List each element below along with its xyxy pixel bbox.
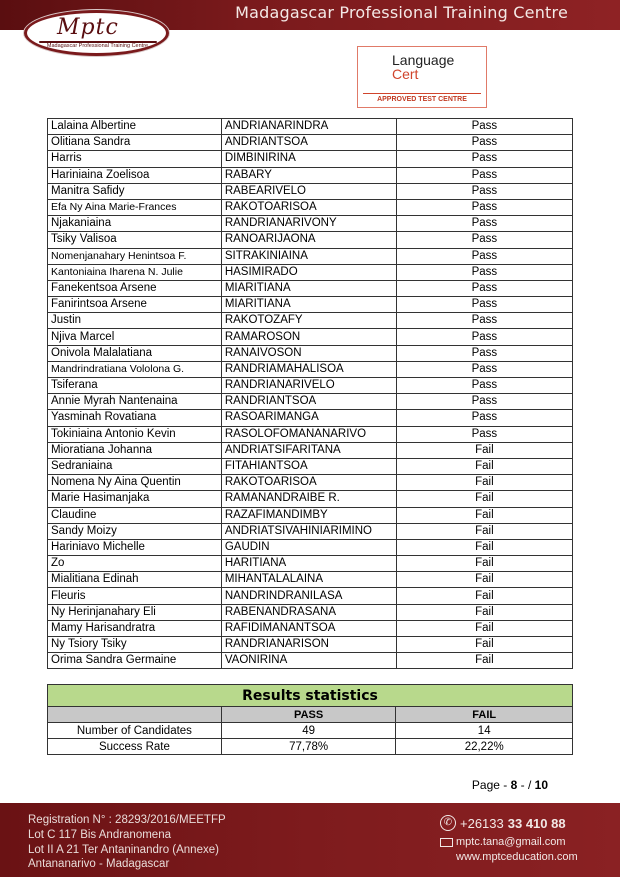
table-row	[48, 232, 573, 248]
result-cell: Fail	[396, 491, 572, 507]
first-name-cell: Onivola Malalatiana	[48, 345, 222, 361]
table-row	[48, 556, 573, 572]
stats-fail-value: 14	[396, 723, 573, 739]
table-row	[48, 361, 573, 377]
table-row	[48, 572, 573, 588]
last-name-cell: RANDRIANARIVELO	[221, 378, 396, 394]
first-name-cell: Ny Herinjanahary Eli	[48, 604, 222, 620]
languagecert-badge	[357, 46, 487, 108]
website: www.mptceducation.com	[456, 851, 578, 863]
last-name-cell: SITRAKINIAINA	[221, 248, 396, 264]
footer-address-block	[28, 813, 226, 872]
result-cell: Pass	[396, 135, 572, 151]
first-name-cell: Justin	[48, 313, 222, 329]
page-prefix: Page -	[471, 778, 508, 792]
first-name-cell: Fanirintsoa Arsene	[48, 297, 222, 313]
first-name-cell: Yasminah Rovatiana	[48, 410, 222, 426]
first-name-cell: Njiva Marcel	[48, 329, 222, 345]
stats-title-row	[48, 685, 573, 707]
table-row	[48, 523, 573, 539]
footer-contact-block	[440, 815, 578, 863]
first-name-cell: Orima Sandra Germaine	[48, 653, 222, 669]
first-name-cell: Nomena Ny Aina Quentin	[48, 475, 222, 491]
stats-row	[48, 739, 573, 755]
result-cell: Pass	[396, 232, 572, 248]
first-name-cell: Tsiky Valisoa	[48, 232, 222, 248]
result-cell: Pass	[396, 264, 572, 280]
mail-icon	[440, 838, 453, 847]
first-name-cell: Sandy Moizy	[48, 523, 222, 539]
result-cell: Pass	[396, 167, 572, 183]
logo-subtitle: Madagascar Professional Training Centre	[46, 43, 149, 49]
table-row	[48, 394, 573, 410]
result-cell: Fail	[396, 556, 572, 572]
first-name-cell: Mandrindratiana Vololona G.	[48, 361, 222, 377]
first-name-cell: Fleuris	[48, 588, 222, 604]
last-name-cell: RANAIVOSON	[221, 345, 396, 361]
mptc-logo	[24, 10, 169, 56]
result-cell: Pass	[396, 378, 572, 394]
stats-fail-value: 22,22%	[396, 739, 573, 755]
stats-pass-value: 77,78%	[221, 739, 396, 755]
table-row	[48, 264, 573, 280]
first-name-cell: Njakaniaina	[48, 216, 222, 232]
stats-label: Number of Candidates	[48, 723, 222, 739]
last-name-cell: RANOARIJAONA	[221, 232, 396, 248]
last-name-cell: ANDRIATSIFARITANA	[221, 442, 396, 458]
results-table	[47, 118, 573, 669]
first-name-cell: Tokiniaina Antonio Kevin	[48, 426, 222, 442]
table-row	[48, 588, 573, 604]
page-number	[472, 778, 548, 792]
first-name-cell: Hariniavo Michelle	[48, 539, 222, 555]
table-row	[48, 280, 573, 296]
badge-cert: Cert	[392, 66, 419, 82]
table-row	[48, 183, 573, 199]
table-row	[48, 216, 573, 232]
first-name-cell: Mialitiana Edinah	[48, 572, 222, 588]
stats-title: Results statistics	[48, 685, 573, 707]
logo-script: Mptc	[57, 15, 119, 40]
registration-number: Registration N° : 28293/2016/MEETFP	[28, 814, 226, 826]
result-cell: Fail	[396, 523, 572, 539]
result-cell: Pass	[396, 119, 572, 135]
stats-row	[48, 723, 573, 739]
email	[440, 836, 578, 848]
first-name-cell: Fanekentsoa Arsene	[48, 280, 222, 296]
first-name-cell: Olitiana Sandra	[48, 135, 222, 151]
result-cell: Fail	[396, 507, 572, 523]
table-row	[48, 248, 573, 264]
first-name-cell: Ny Tsiory Tsiky	[48, 637, 222, 653]
first-name-cell: Tsiferana	[48, 378, 222, 394]
result-cell: Fail	[396, 637, 572, 653]
stats-pass-value: 49	[221, 723, 396, 739]
result-cell: Pass	[396, 345, 572, 361]
last-name-cell: ANDRIANTSOA	[221, 135, 396, 151]
first-name-cell: Hariniaina Zoelisoa	[48, 167, 222, 183]
last-name-cell: ANDRIATSIVAHINIARIMINO	[221, 523, 396, 539]
table-row	[48, 539, 573, 555]
last-name-cell: RASOLOFOMANANARIVO	[221, 426, 396, 442]
result-cell: Pass	[396, 151, 572, 167]
table-row	[48, 313, 573, 329]
page-total: 10	[534, 778, 548, 792]
page-separator: - /	[520, 778, 532, 792]
table-row	[48, 199, 573, 215]
first-name-cell: Zo	[48, 556, 222, 572]
table-row	[48, 410, 573, 426]
result-cell: Pass	[396, 183, 572, 199]
page-current: 8	[510, 778, 518, 792]
result-cell: Fail	[396, 475, 572, 491]
stats-header-pass: PASS	[221, 707, 396, 723]
table-row	[48, 167, 573, 183]
email-address: mptc.tana@gmail.com	[456, 836, 566, 848]
last-name-cell: RANDRIAMAHALISOA	[221, 361, 396, 377]
last-name-cell: RABEARIVELO	[221, 183, 396, 199]
result-cell: Pass	[396, 410, 572, 426]
last-name-cell: HARITIANA	[221, 556, 396, 572]
last-name-cell: RABARY	[221, 167, 396, 183]
last-name-cell: RANDRIANARIVONY	[221, 216, 396, 232]
result-cell: Pass	[396, 199, 572, 215]
result-cell: Fail	[396, 458, 572, 474]
table-row	[48, 297, 573, 313]
result-cell: Pass	[396, 394, 572, 410]
first-name-cell: Lalaina Albertine	[48, 119, 222, 135]
result-cell: Fail	[396, 604, 572, 620]
last-name-cell: ANDRIANARINDRA	[221, 119, 396, 135]
table-row	[48, 620, 573, 636]
last-name-cell: RANDRIANARISON	[221, 637, 396, 653]
phone-prefix: +26133	[460, 815, 504, 831]
last-name-cell: MIARITIANA	[221, 280, 396, 296]
phone-number: 33 410 88	[507, 815, 566, 831]
last-name-cell: RAZAFIMANDIMBY	[221, 507, 396, 523]
first-name-cell: Annie Myrah Nantenaina	[48, 394, 222, 410]
statistics-table	[47, 684, 573, 755]
result-cell: Fail	[396, 620, 572, 636]
first-name-cell: Efa Ny Aina Marie-Frances	[48, 199, 222, 215]
table-row	[48, 135, 573, 151]
address-line: Lot C 117 Bis Andranomena	[28, 828, 171, 841]
table-row	[48, 151, 573, 167]
table-row	[48, 604, 573, 620]
first-name-cell: Harris	[48, 151, 222, 167]
last-name-cell: VAONIRINA	[221, 653, 396, 669]
last-name-cell: RASOARIMANGA	[221, 410, 396, 426]
results-body	[48, 119, 573, 669]
first-name-cell: Manitra Safidy	[48, 183, 222, 199]
footer	[0, 803, 620, 877]
last-name-cell: RAMANANDRAIBE R.	[221, 491, 396, 507]
last-name-cell: RAKOTOARISOA	[221, 199, 396, 215]
last-name-cell: RAKOTOZAFY	[221, 313, 396, 329]
table-row	[48, 653, 573, 669]
result-cell: Pass	[396, 297, 572, 313]
last-name-cell: RANDRIANTSOA	[221, 394, 396, 410]
result-cell: Pass	[396, 329, 572, 345]
first-name-cell: Nomenjanahary Henintsoa F.	[48, 248, 222, 264]
last-name-cell: FITAHIANTSOA	[221, 458, 396, 474]
stats-header-row	[48, 707, 573, 723]
first-name-cell: Kantoniaina Iharena N. Julie	[48, 264, 222, 280]
table-row	[48, 491, 573, 507]
result-cell: Pass	[396, 280, 572, 296]
result-cell: Fail	[396, 442, 572, 458]
stats-header-fail: FAIL	[396, 707, 573, 723]
result-cell: Pass	[396, 216, 572, 232]
last-name-cell: MIHANTALALAINA	[221, 572, 396, 588]
table-row	[48, 378, 573, 394]
result-cell: Fail	[396, 653, 572, 669]
badge-language: Language	[392, 52, 455, 68]
table-row	[48, 426, 573, 442]
address-line: Lot II A 21 Ter Antaninandro (Annexe)	[28, 843, 219, 856]
first-name-cell: Mioratiana Johanna	[48, 442, 222, 458]
result-cell: Fail	[396, 539, 572, 555]
last-name-cell: HASIMIRADO	[221, 264, 396, 280]
stats-header-empty	[48, 707, 222, 723]
table-row	[48, 119, 573, 135]
table-row	[48, 475, 573, 491]
first-name-cell: Claudine	[48, 507, 222, 523]
result-cell: Fail	[396, 588, 572, 604]
last-name-cell: NANDRINDRANILASA	[221, 588, 396, 604]
last-name-cell: RABENANDRASANA	[221, 604, 396, 620]
last-name-cell: RAMAROSON	[221, 329, 396, 345]
result-cell: Fail	[396, 572, 572, 588]
result-cell: Pass	[396, 426, 572, 442]
first-name-cell: Mamy Harisandratra	[48, 620, 222, 636]
first-name-cell: Marie Hasimanjaka	[48, 491, 222, 507]
phone-icon: ✆	[440, 815, 456, 831]
header-title: Madagascar Professional Training Centre	[235, 3, 568, 22]
first-name-cell: Sedraniaina	[48, 458, 222, 474]
result-cell: Pass	[396, 313, 572, 329]
table-row	[48, 329, 573, 345]
badge-approved: APPROVED TEST CENTRE	[363, 93, 481, 103]
table-row	[48, 458, 573, 474]
result-cell: Pass	[396, 361, 572, 377]
last-name-cell: MIARITIANA	[221, 297, 396, 313]
table-row	[48, 442, 573, 458]
phone	[440, 815, 578, 831]
last-name-cell: RAKOTOARISOA	[221, 475, 396, 491]
last-name-cell: RAFIDIMANANTSOA	[221, 620, 396, 636]
last-name-cell: GAUDIN	[221, 539, 396, 555]
result-cell: Pass	[396, 248, 572, 264]
table-row	[48, 637, 573, 653]
stats-label: Success Rate	[48, 739, 222, 755]
address-line: Antananarivo - Madagascar	[28, 858, 170, 871]
table-row	[48, 507, 573, 523]
table-row	[48, 345, 573, 361]
last-name-cell: DIMBINIRINA	[221, 151, 396, 167]
